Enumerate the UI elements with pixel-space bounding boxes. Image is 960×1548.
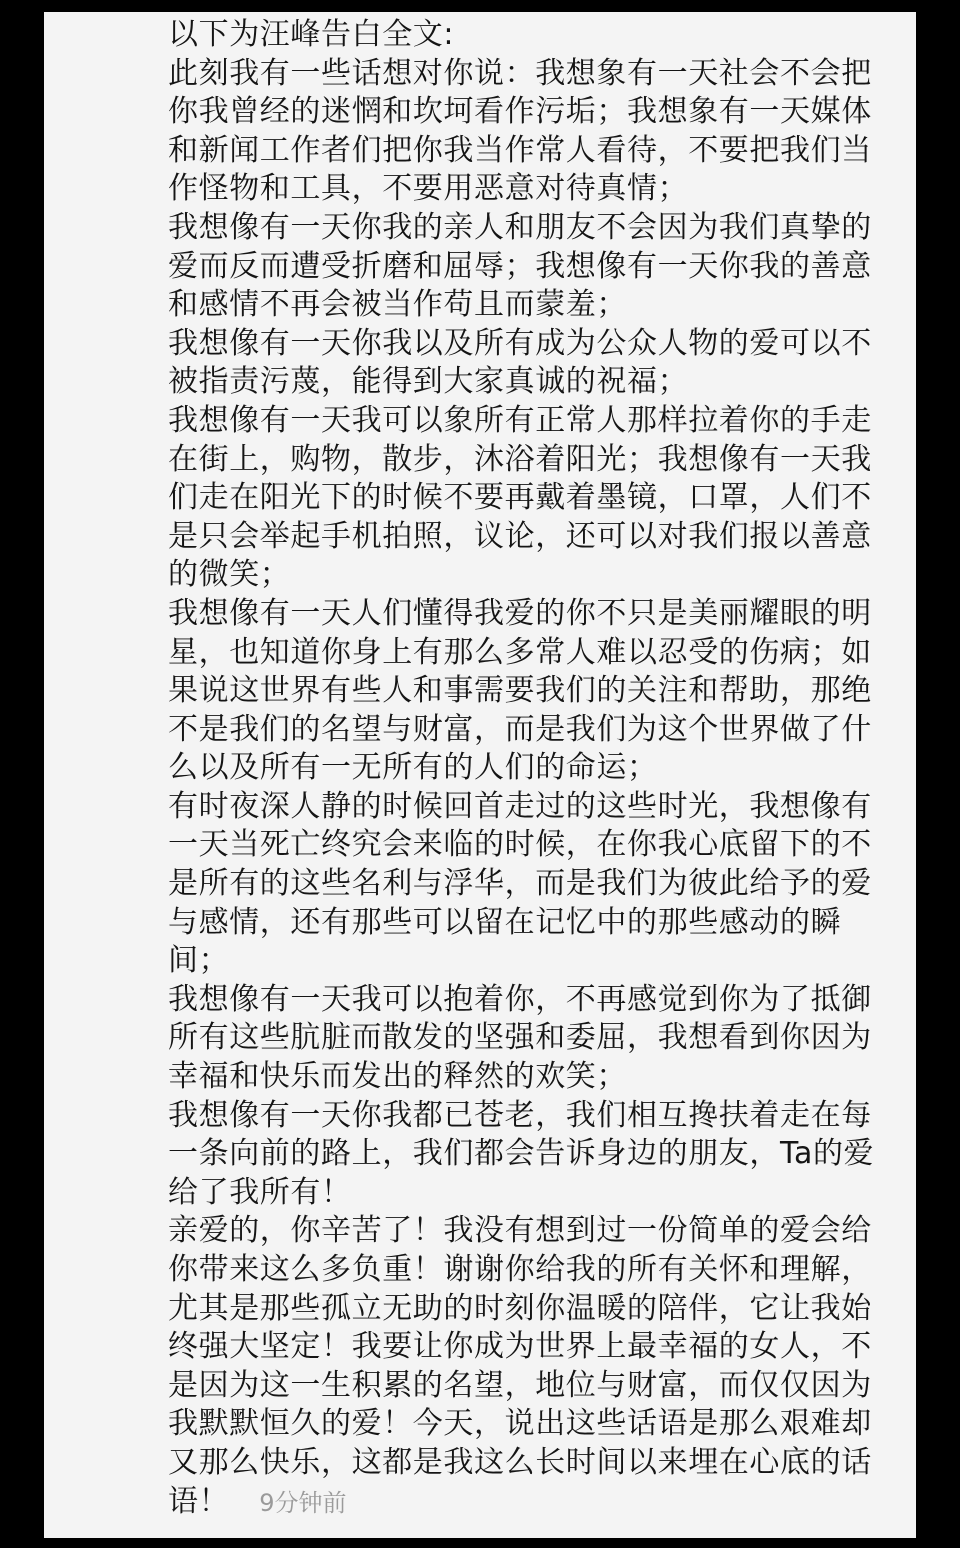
post-text-line: 不是我们的名望与财富，而是我们为这个世界做了什 [168,711,872,747]
post-text [168,16,920,1483]
post-text-line: 我想像有一天我可以象所有正常人那样拉着你的手走 [168,402,872,438]
post-card [44,12,916,1538]
post-text-line: 星，也知道你身上有那么多常人难以忍受的伤病；如 [168,634,872,670]
post-text-line: 的微笑； [168,557,291,593]
post-text-line: 是所有的这些名利与浮华，而是我们为彼此给予的爱 [168,866,872,902]
post-text-line: 是只会举起手机拍照，议论，还可以对我们报以善意 [168,518,872,554]
post-text-line: 一天当死亡终究会来临的时候，在你我心底留下的不 [168,827,872,863]
post-text-line: 在街上，购物，散步，沐浴着阳光；我想像有一天我 [168,441,872,477]
post-text-line: 此刻我有一些话想对你说：我想象有一天社会不会把 [168,55,872,91]
post-text-line: 我想像有一天你我的亲人和朋友不会因为我们真挚的 [168,209,872,245]
post-text-line: 终强大坚定！我要让你成为世界上最幸福的女人，不 [168,1329,872,1365]
post-text-line: 与感情，还有那些可以留在记忆中的那些感动的瞬 [168,904,842,940]
post-text-line: 所有这些肮脏而散发的坚强和委屈，我想看到你因为 [168,1020,872,1056]
post-text-line-last [168,1483,920,1522]
post-text-line: 我想像有一天你我都已苍老，我们相互搀扶着走在每 [168,1097,872,1133]
post-text-line: 作怪物和工具，不要用恶意对待真情； [168,171,689,207]
post-text-line: 以下为汪峰告白全文: [168,17,455,52]
post-body [168,16,920,1521]
post-text-line: 是因为这一生积累的名望，地位与财富，而仅仅因为 [168,1367,872,1403]
post-text-line: 我想像有一天你我以及所有成为公众人物的爱可以不 [168,325,872,361]
post-text-line: 我默默恒久的爱！今天，说出这些话语是那么艰难却 [168,1406,872,1442]
post-text-line: 你我曾经的迷惘和坎坷看作污垢；我想象有一天媒体 [168,94,872,130]
post-last-line-text: 语！ [168,1483,230,1519]
post-text-line: 被指责污蔑，能得到大家真诚的祝福； [168,364,689,400]
post-text-line: 间； [168,943,230,979]
post-text-line: 们走在阳光下的时候不要再戴着墨镜，口罩，人们不 [168,480,872,516]
post-text-line: 么以及所有一无所有的人们的命运； [168,750,658,786]
post-text-line: 我想像有一天人们懂得我爱的你不只是美丽耀眼的明 [168,595,872,631]
post-text-line: 尤其是那些孤立无助的时刻你温暖的陪伴，它让我始 [168,1290,872,1326]
post-text-line: 给了我所有！ [168,1174,352,1210]
post-text-line: 幸福和快乐而发出的释然的欢笑； [168,1059,627,1095]
post-text-line: 一条向前的路上，我们都会告诉身边的朋友，Ta的爱 [168,1136,875,1172]
post-text-line: 和新闻工作者们把你我当作常人看待，不要把我们当 [168,132,872,168]
post-text-line: 和感情不再会被当作苟且而蒙羞； [168,287,627,323]
post-timestamp: 9分钟前 [259,1488,347,1517]
post-text-line: 我想像有一天我可以抱着你，不再感觉到你为了抵御 [168,981,872,1017]
post-text-line: 亲爱的，你辛苦了！我没有想到过一份简单的爱会给 [168,1213,872,1249]
post-text-line: 有时夜深人静的时候回首走过的这些时光，我想像有 [168,788,872,824]
post-text-line: 果说这世界有些人和事需要我们的关注和帮助，那绝 [168,673,872,709]
post-text-line: 又那么快乐，这都是我这么长时间以来埋在心底的话 [168,1444,872,1480]
post-text-line: 你带来这么多负重！谢谢你给我的所有关怀和理解， [168,1252,872,1287]
post-text-line: 爱而反而遭受折磨和屈辱；我想像有一天你我的善意 [168,248,872,284]
